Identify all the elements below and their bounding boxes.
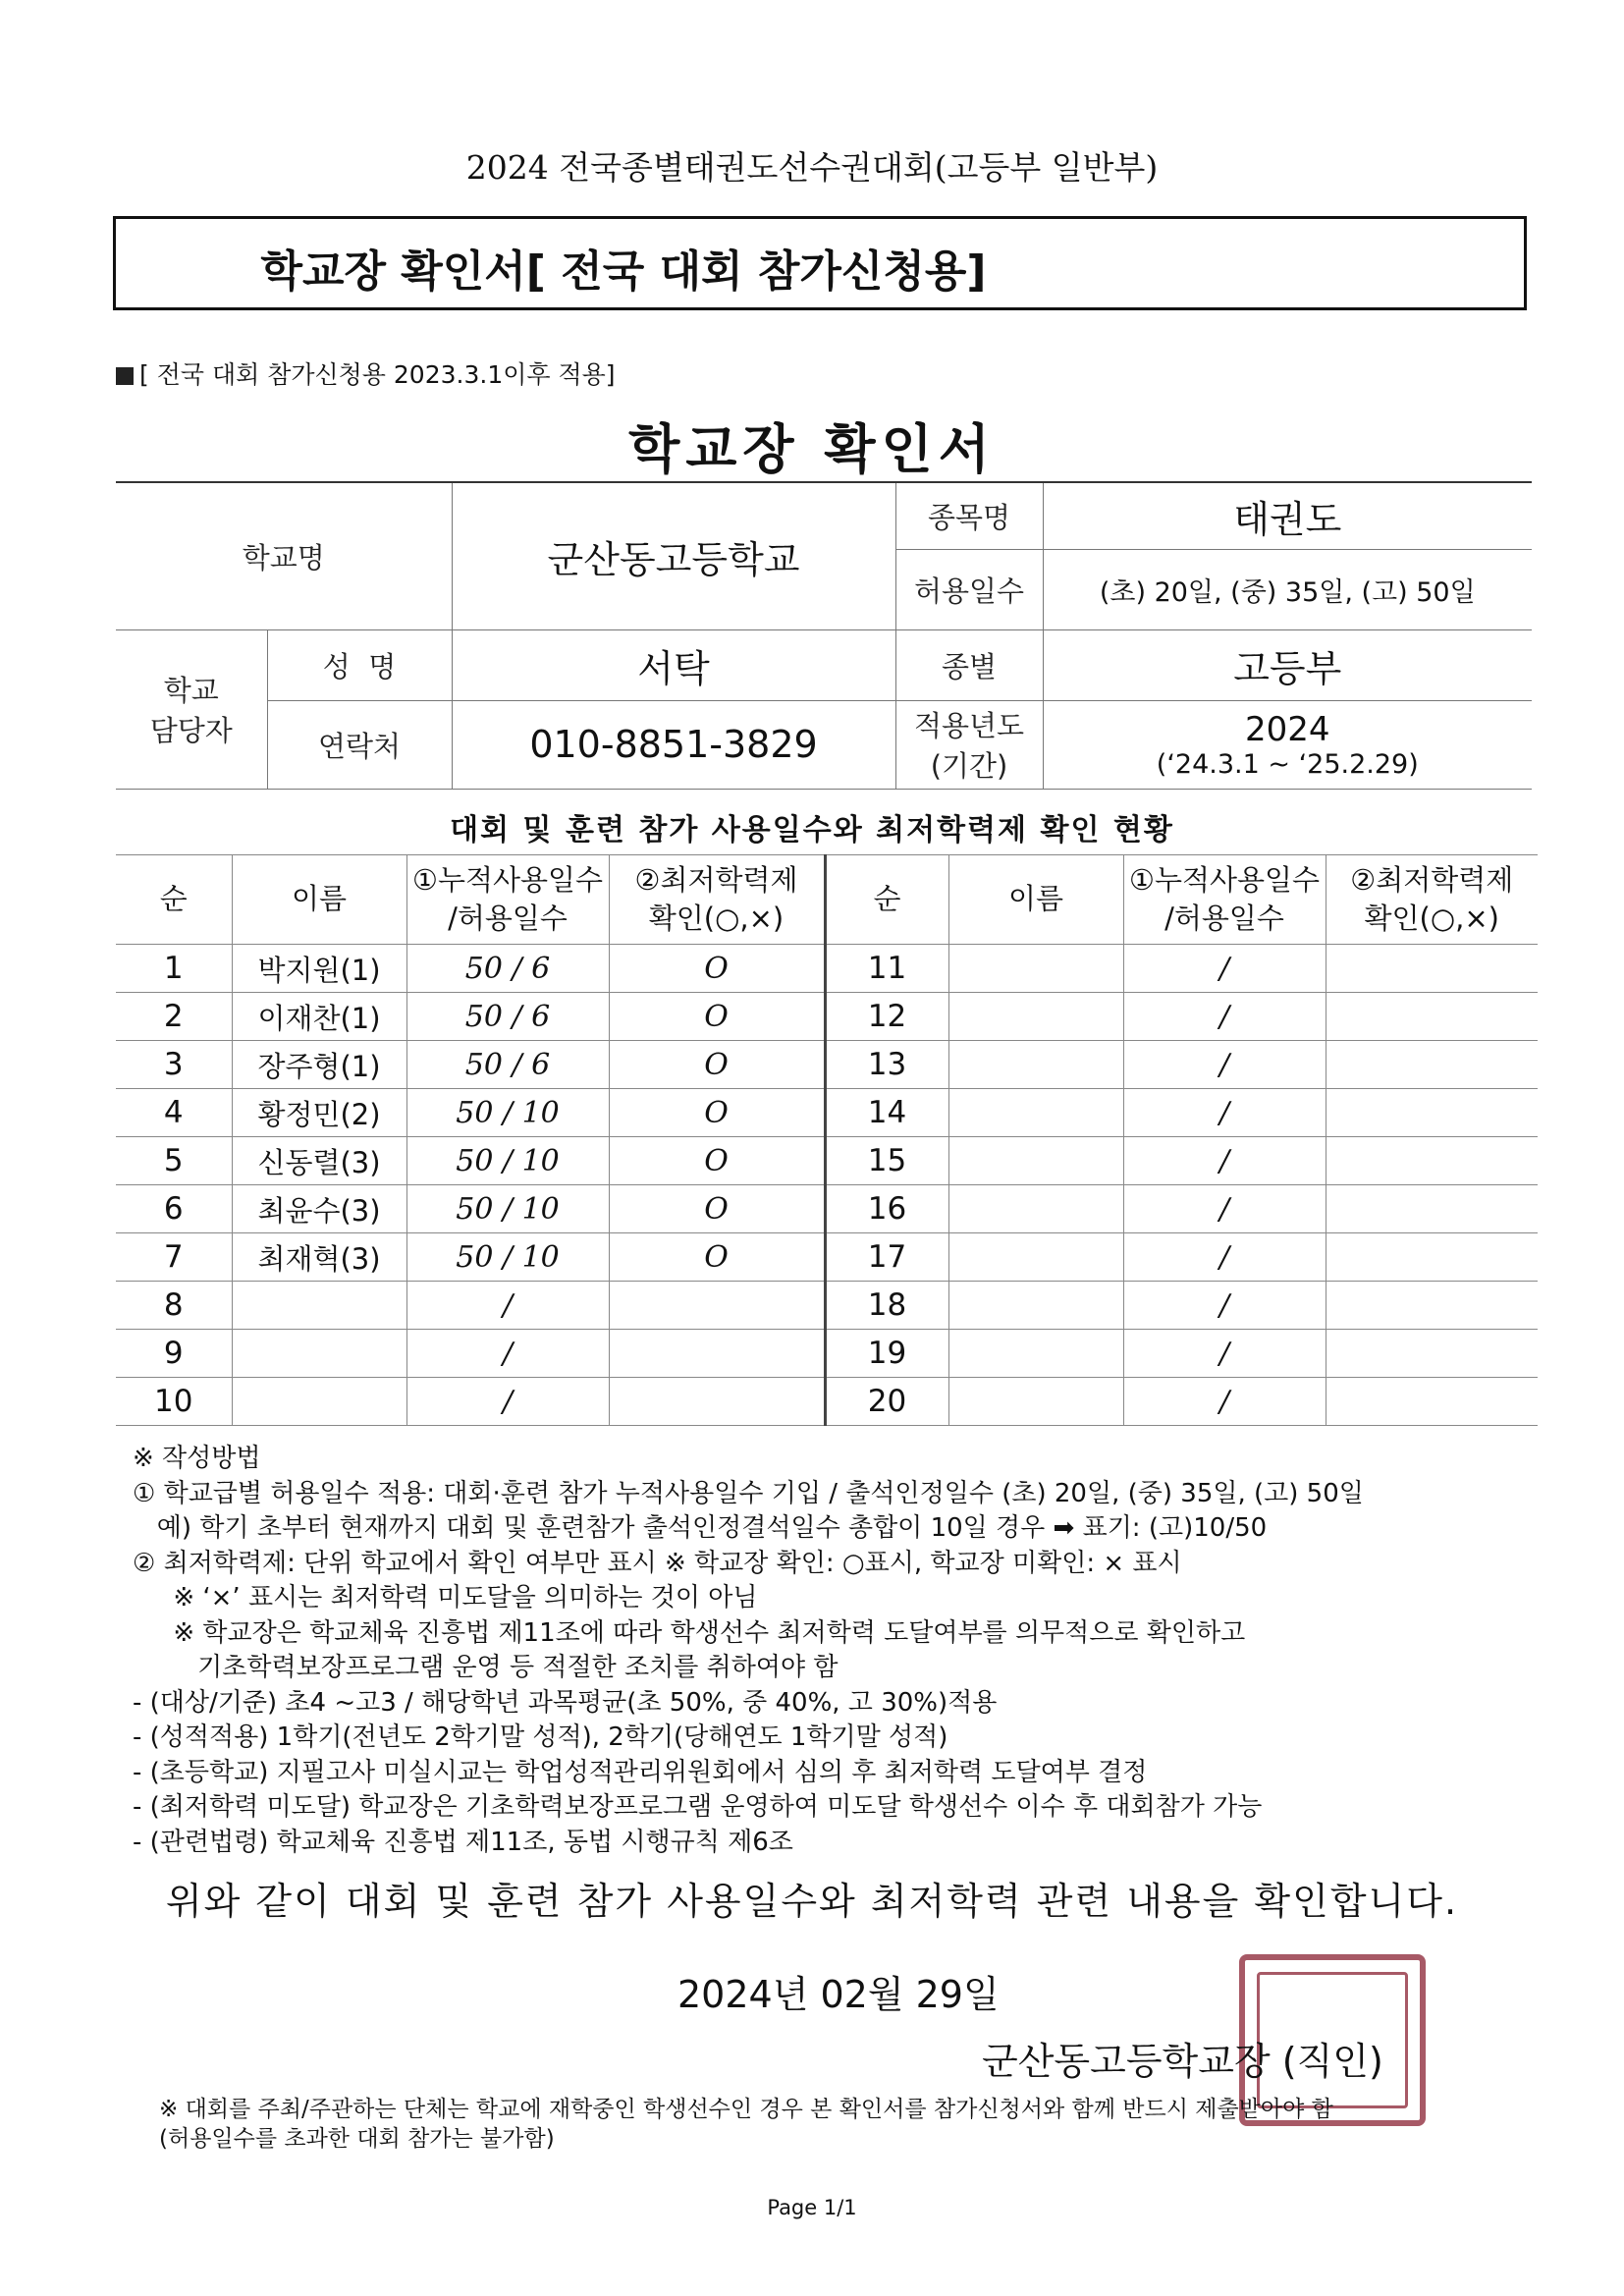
instruction-line: - (최저학력 미도달) 학교장은 기초학력보장프로그램 운영하여 미도달 학생선수 이수 후 대회참가 가능 [133, 1792, 1263, 1822]
row-name [232, 1282, 406, 1330]
page-number: Page 1/1 [767, 2196, 857, 2219]
instruction-line: ② 최저학력제: 단위 학교에서 확인 여부만 표시 ※ 학교장 확인: ○표시, 학교장 미확인: × 표시 [133, 1548, 1182, 1578]
table-row [116, 1185, 1538, 1233]
row-name [948, 1137, 1123, 1185]
row-check [1326, 1041, 1538, 1089]
row-name [948, 1089, 1123, 1137]
row-name: 장주형(1) [232, 1041, 406, 1089]
sport-value: 태권도 [1043, 482, 1532, 549]
year-cell [1043, 700, 1532, 789]
school-name-value: 군산동고등학교 [452, 482, 895, 629]
school-name-label: 학교명 [116, 482, 452, 629]
row-name [948, 1282, 1123, 1330]
year-value: 2024 [1245, 709, 1330, 749]
row-check [609, 1378, 825, 1426]
row-days: 50 / 6 [406, 1041, 609, 1089]
row-number: 18 [825, 1282, 948, 1330]
col-check-left [609, 855, 825, 945]
table-row [116, 1282, 1538, 1330]
instruction-line: ※ ‘×’ 표시는 최저학력 미도달을 의미하는 것이 아님 [133, 1583, 758, 1613]
col-days-line-1: ①누적사용일수 [411, 862, 604, 897]
instruction-line: - (초등학교) 지필고사 미실시교는 학업성적관리위원회에서 심의 후 최저학력 도달여부 결정 [133, 1757, 1148, 1787]
participation-table [116, 854, 1538, 1426]
row-check [1326, 1185, 1538, 1233]
instruction-line: ① 학교급별 허용일수 적용: 대회·훈련 참가 누적사용일수 기입 / 출석인정일수 (초) 20일, (중) 35일, (고) 50일 [133, 1478, 1364, 1508]
row-days: / [1123, 1233, 1326, 1282]
row-name: 황정민(2) [232, 1089, 406, 1137]
row-check [609, 1330, 825, 1378]
col-days-line-2: /허용일수 [1164, 902, 1284, 935]
col-no-left: 순 [116, 855, 232, 945]
col-check-line-2: 확인(○,×) [648, 902, 785, 935]
row-number: 12 [825, 993, 948, 1041]
row-check [1326, 1233, 1538, 1282]
row-check [1326, 1330, 1538, 1378]
table-row [116, 1137, 1538, 1185]
row-number: 16 [825, 1185, 948, 1233]
table-row [116, 1041, 1538, 1089]
row-number: 9 [116, 1330, 232, 1378]
row-check: O [609, 1089, 825, 1137]
footnote [159, 2095, 1534, 2154]
row-name: 신동렬(3) [232, 1137, 406, 1185]
row-name: 이재찬(1) [232, 993, 406, 1041]
row-name [948, 1378, 1123, 1426]
col-check-line-2: 확인(○,×) [1364, 902, 1499, 935]
instruction-line: ※ 학교장은 학교체육 진흥법 제11조에 따라 학생선수 최저학력 도달여부를 의무적으로 확인하고 [133, 1617, 1246, 1648]
row-number: 13 [825, 1041, 948, 1089]
row-number: 19 [825, 1330, 948, 1378]
instruction-line: - (성적적용) 1학기(전년도 2학기말 성적), 2학기(당해연도 1학기말 성적) [133, 1722, 948, 1752]
row-name: 박지원(1) [232, 945, 406, 993]
row-days: 50 / 10 [406, 1089, 609, 1137]
row-days: / [406, 1330, 609, 1378]
row-check: O [609, 993, 825, 1041]
school-info-table [116, 481, 1532, 790]
row-name [232, 1378, 406, 1426]
confirmation-statement: 위와 같이 대회 및 훈련 참가 사용일수와 최저학력 관련 내용을 확인합니다. [165, 1880, 1459, 1923]
table-row [116, 1089, 1538, 1137]
allowed-days-value: (초) 20일, (중) 35일, (고) 50일 [1043, 549, 1532, 629]
row-check [1326, 1089, 1538, 1137]
row-days: / [1123, 1282, 1326, 1330]
row-name [948, 1233, 1123, 1282]
row-number: 7 [116, 1233, 232, 1282]
row-number: 17 [825, 1233, 948, 1282]
row-days: 50 / 10 [406, 1233, 609, 1282]
manager-label-line-2: 담당자 [149, 714, 233, 747]
row-number: 15 [825, 1137, 948, 1185]
row-days: / [1123, 1378, 1326, 1426]
division-label: 종별 [895, 629, 1043, 700]
row-check [1326, 945, 1538, 993]
apply-note-text: [ 전국 대회 참가신청용 2023.3.1이후 적용] [139, 360, 616, 389]
form-title: 학교장 확인서[ 전국 대회 참가신청용] [260, 246, 987, 297]
table-row [116, 1378, 1538, 1426]
contact-value: 010-8851-3829 [452, 700, 895, 789]
col-name-right: 이름 [948, 855, 1123, 945]
row-number: 2 [116, 993, 232, 1041]
col-check-line-1: ②최저학력제 [1350, 862, 1514, 897]
col-check-line-1: ②최저학력제 [634, 862, 798, 897]
instruction-line: ※ 작성방법 [133, 1444, 261, 1473]
col-days-line-1: ①누적사용일수 [1128, 862, 1321, 897]
col-days-right [1123, 855, 1326, 945]
document-title: 학교장 확인서 [628, 418, 996, 480]
col-name-left: 이름 [232, 855, 406, 945]
person-name-label: 성 명 [267, 629, 452, 700]
row-name [948, 1041, 1123, 1089]
contact-label: 연락처 [267, 700, 452, 789]
row-number: 1 [116, 945, 232, 993]
year-label [895, 700, 1043, 789]
row-days: / [1123, 993, 1326, 1041]
person-name-value: 서탁 [452, 629, 895, 700]
row-name [948, 1185, 1123, 1233]
row-check [1326, 1378, 1538, 1426]
allowed-days-label: 허용일수 [895, 549, 1043, 629]
row-check: O [609, 945, 825, 993]
row-number: 11 [825, 945, 948, 993]
row-days: 50 / 10 [406, 1185, 609, 1233]
row-days: / [406, 1282, 609, 1330]
table-row [116, 1330, 1538, 1378]
manager-label-line-1: 학교 [163, 674, 219, 707]
footnote-line-2: (허용일수를 초과한 대회 참가는 불가함) [159, 2126, 555, 2152]
square-bullet-icon [116, 367, 134, 385]
row-check: O [609, 1233, 825, 1282]
sport-label: 종목명 [895, 482, 1043, 549]
row-name [948, 1330, 1123, 1378]
row-check [1326, 993, 1538, 1041]
row-name [948, 993, 1123, 1041]
row-number: 14 [825, 1089, 948, 1137]
table-row [116, 945, 1538, 993]
row-number: 20 [825, 1378, 948, 1426]
table-row [116, 993, 1538, 1041]
manager-label [116, 629, 267, 789]
footnote-line-1: ※ 대회를 주최/주관하는 단체는 학교에 재학중인 학생선수인 경우 본 확인서를 참가신청서와 함께 반드시 제출받아야 함 [159, 2097, 1333, 2122]
col-days-left [406, 855, 609, 945]
row-days: 50 / 6 [406, 993, 609, 1041]
row-number: 4 [116, 1089, 232, 1137]
row-name: 최재혁(3) [232, 1233, 406, 1282]
instruction-line: - (대상/기준) 초4 ~고3 / 해당학년 과목평균(초 50%, 중 40%, 고 30%)적용 [133, 1687, 998, 1718]
row-days: / [1123, 1185, 1326, 1233]
instruction-line: 예) 학기 초부터 현재까지 대회 및 훈련참가 출석인정결석일수 총합이 10일 경우 ➡ 표기: (고)10/50 [133, 1513, 1268, 1543]
row-number: 3 [116, 1041, 232, 1089]
row-check [609, 1282, 825, 1330]
table-row [116, 1233, 1538, 1282]
row-days: 50 / 6 [406, 945, 609, 993]
section-title: 대회 및 훈련 참가 사용일수와 최저학력제 확인 현황 [450, 813, 1174, 847]
row-days: / [1123, 945, 1326, 993]
writing-instructions [133, 1442, 1546, 1860]
row-check [1326, 1282, 1538, 1330]
row-check: O [609, 1041, 825, 1089]
instruction-line: - (관련법령) 학교체육 진흥법 제11조, 동법 시행규칙 제6조 [133, 1827, 793, 1857]
col-no-right: 순 [825, 855, 948, 945]
row-name [232, 1330, 406, 1378]
confirmation-date: 2024년 02월 29일 [677, 1973, 1000, 2016]
division-value: 고등부 [1043, 629, 1532, 700]
row-days: / [1123, 1041, 1326, 1089]
year-label-line-1: 적용년도 [913, 709, 1025, 742]
principal-signature: 군산동고등학교장 (직인) [982, 2040, 1383, 2083]
row-days: / [1123, 1330, 1326, 1378]
event-title: 2024 전국종별태권도선수권대회(고등부 일반부) [465, 148, 1159, 187]
row-days: / [406, 1378, 609, 1426]
row-number: 8 [116, 1282, 232, 1330]
row-number: 6 [116, 1185, 232, 1233]
year-label-line-2: (기간) [930, 749, 1008, 783]
row-check: O [609, 1185, 825, 1233]
row-number: 10 [116, 1378, 232, 1426]
row-name [948, 945, 1123, 993]
row-name: 최윤수(3) [232, 1185, 406, 1233]
apply-note [116, 355, 616, 391]
table-header-row [116, 855, 1538, 945]
col-days-line-2: /허용일수 [448, 902, 568, 935]
row-check: O [609, 1137, 825, 1185]
row-days: / [1123, 1089, 1326, 1137]
row-check [1326, 1137, 1538, 1185]
row-number: 5 [116, 1137, 232, 1185]
year-period: (‘24.3.1 ~ ‘25.2.29) [1156, 748, 1419, 780]
instruction-line: 기초학력보장프로그램 운영 등 적절한 조치를 취하여야 함 [133, 1653, 839, 1682]
row-days: 50 / 10 [406, 1137, 609, 1185]
row-days: / [1123, 1137, 1326, 1185]
col-check-right [1326, 855, 1538, 945]
